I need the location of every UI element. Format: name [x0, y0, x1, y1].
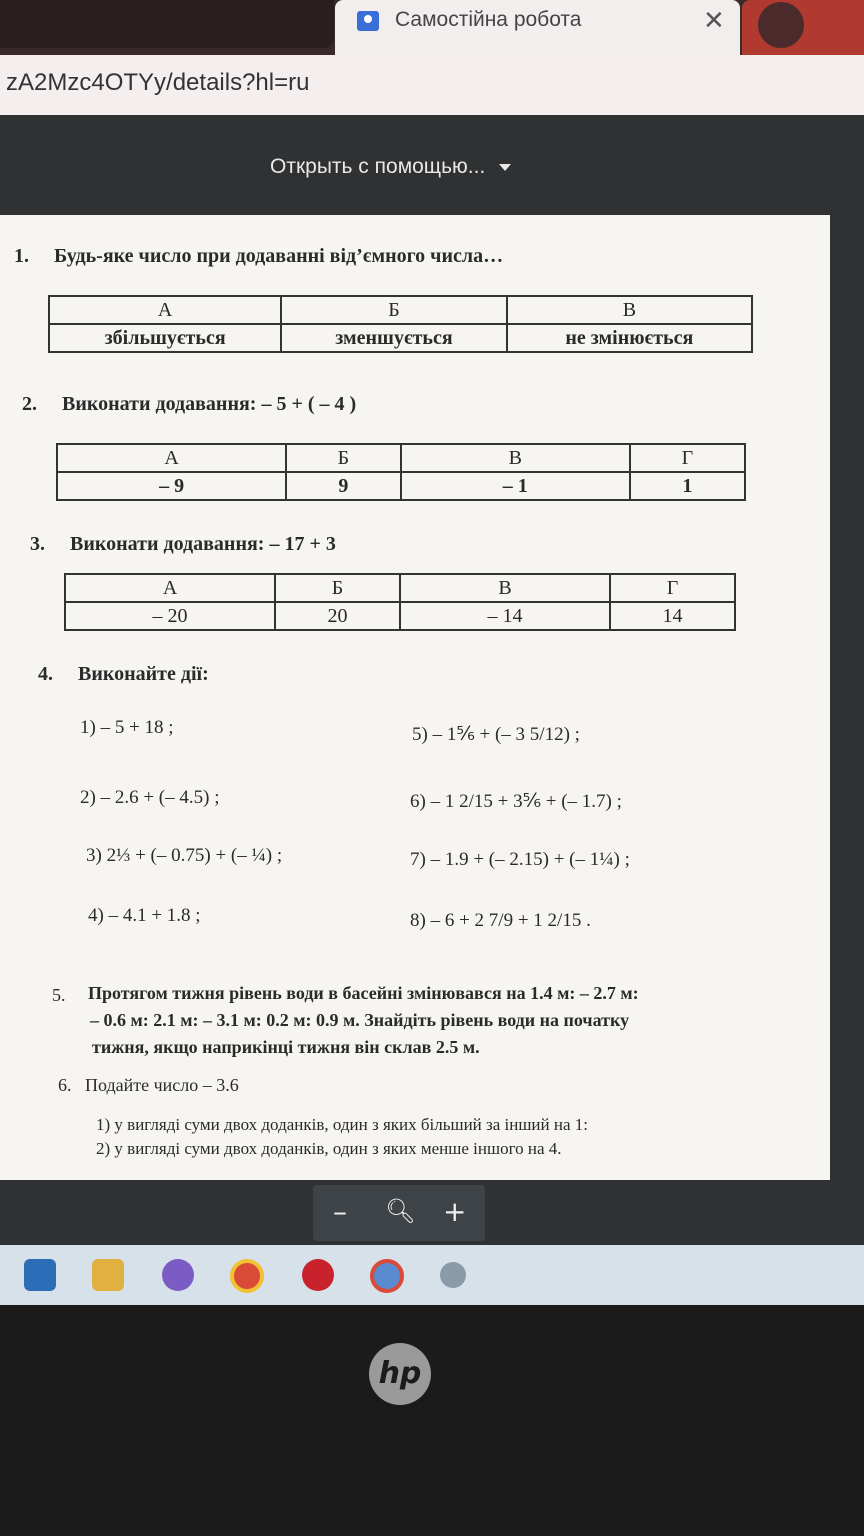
chrome-icon[interactable]	[230, 1259, 264, 1293]
question-5-line: – 0.6 м: 2.1 м: – 3.1 м: 0.2 м: 0.9 м. Знайдіть рівень води на початку	[90, 1010, 630, 1030]
question-2: 2. Виконати додавання: – 5 + ( – 4 )	[22, 393, 357, 415]
table-cell: не змінюється	[507, 324, 752, 352]
document-page	[0, 215, 830, 1180]
table-header: А	[49, 296, 281, 324]
exercise-item: 7) – 1.9 + (– 2.15) + (– 1¼) ;	[410, 849, 630, 870]
table-header: Б	[281, 296, 506, 324]
zoom-icon[interactable]: 🔍︎	[385, 1197, 416, 1225]
zoom-controls	[313, 1185, 485, 1241]
table-cell: 1	[630, 472, 745, 500]
question-6-item: 2) у вигляді суми двох доданків, один з яких менше іншого на 4.	[96, 1139, 562, 1158]
answer-table-3	[64, 573, 736, 631]
table-cell: – 9	[57, 472, 286, 500]
viber-icon[interactable]	[162, 1259, 194, 1291]
inactive-tab[interactable]	[0, 0, 334, 48]
taskbar	[0, 1245, 864, 1305]
question-5-line: тижня, якщо наприкінці тижня він склав 2.5 м.	[92, 1037, 480, 1057]
question-6: 6. Подайте число – 3.6	[58, 1075, 239, 1095]
question-1: 1. Будь-яке число при додаванні від’ємного числа…	[14, 245, 504, 267]
exercise-item: 3) 2⅓ + (– 0.75) + (– ¼) ;	[86, 845, 283, 866]
chevron-down-icon	[499, 164, 511, 171]
table-cell: – 20	[65, 602, 275, 630]
table-cell: зменшується	[281, 324, 506, 352]
file-explorer-icon[interactable]	[92, 1259, 124, 1291]
exercise-item: 6) – 1 2/15 + 3⅚ + (– 1.7) ;	[410, 791, 622, 812]
classroom-favicon-icon	[357, 11, 379, 31]
exercise-item: 4) – 4.1 + 1.8 ;	[88, 905, 201, 926]
document-viewer	[0, 115, 864, 1245]
question-5-number: 5.	[52, 985, 66, 1005]
question-5-line: Протягом тижня рівень води в басейні змінювався на 1.4 м: – 2.7 м:	[88, 983, 639, 1003]
table-header: Г	[610, 574, 735, 602]
table-cell: збільшується	[49, 324, 281, 352]
table-cell: – 14	[400, 602, 610, 630]
table-cell: 20	[275, 602, 400, 630]
laptop-bezel	[0, 1305, 864, 1536]
table-header: А	[65, 574, 275, 602]
table-header: Г	[630, 444, 745, 472]
zoom-out-button[interactable]: –	[333, 1195, 347, 1228]
table-header: В	[400, 574, 610, 602]
table-header: В	[401, 444, 630, 472]
open-with-button[interactable]	[270, 155, 511, 179]
chrome-profile-icon[interactable]	[370, 1259, 404, 1293]
table-header: Б	[286, 444, 400, 472]
exercise-item: 8) – 6 + 2 7/9 + 1 2/15 .	[410, 910, 591, 931]
new-tab-area[interactable]	[742, 0, 864, 55]
table-header: В	[507, 296, 752, 324]
table-header: А	[57, 444, 286, 472]
question-6-item: 1) у вигляді суми двох доданків, один з яких більший за інший на 1:	[96, 1115, 588, 1134]
tab-title: Самостійна робота	[395, 8, 582, 31]
hp-logo: hp	[369, 1343, 431, 1405]
question-4: 4. Виконайте дії:	[38, 663, 209, 685]
question-3: 3. Виконати додавання: – 17 + 3	[30, 533, 336, 555]
browser-tab-strip	[0, 0, 864, 55]
answer-table-1	[48, 295, 753, 353]
table-header: Б	[275, 574, 400, 602]
pinterest-icon[interactable]	[302, 1259, 334, 1291]
exercise-item: 5) – 1⅚ + (– 3 5/12) ;	[412, 724, 580, 745]
exercise-item: 2) – 2.6 + (– 4.5) ;	[80, 787, 220, 808]
zoom-in-button[interactable]: +	[443, 1195, 467, 1228]
mail-icon[interactable]	[24, 1259, 56, 1291]
exercise-item: 1) – 5 + 18 ;	[80, 717, 174, 738]
address-bar[interactable]	[0, 55, 864, 115]
active-tab[interactable]	[335, 0, 740, 55]
address-url[interactable]: zA2Mzc4OTYy/details?hl=ru	[6, 69, 310, 96]
settings-icon[interactable]	[440, 1262, 466, 1288]
table-cell: – 1	[401, 472, 630, 500]
open-with-label: Открыть с помощью...	[270, 155, 486, 178]
close-tab-icon[interactable]: ✕	[703, 6, 725, 36]
table-cell: 14	[610, 602, 735, 630]
answer-table-2	[56, 443, 746, 501]
table-cell: 9	[286, 472, 400, 500]
profile-avatar[interactable]	[758, 2, 804, 48]
